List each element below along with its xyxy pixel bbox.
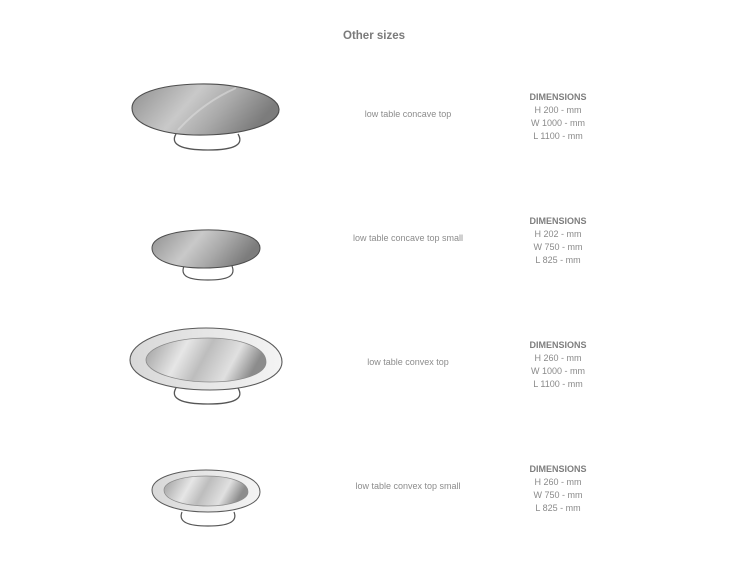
dimensions-heading: DIMENSIONS (529, 216, 587, 226)
dimensions-block (508, 463, 608, 515)
product-row (0, 192, 748, 292)
dimension-length: L 1100 - mm (533, 379, 583, 389)
page-title: Other sizes (343, 30, 405, 42)
dimensions-heading: DIMENSIONS (529, 92, 587, 102)
product-name: low table convex top (367, 357, 449, 367)
dimension-length: L 825 - mm (535, 255, 581, 265)
dimensions-block (508, 91, 608, 143)
product-name: low table convex top small (355, 481, 461, 491)
dimension-width: W 750 - mm (533, 490, 583, 500)
dimensions-heading: DIMENSIONS (529, 464, 587, 474)
dimensions-block (508, 339, 608, 391)
dimension-width: W 1000 - mm (530, 366, 585, 376)
dimension-height: H 260 - mm (534, 353, 582, 363)
low-table-convex-top-small-image (118, 440, 298, 540)
dimension-width: W 1000 - mm (530, 118, 585, 128)
product-name: low table concave top small (352, 233, 464, 243)
low-table-convex-top-image (118, 316, 298, 416)
dimension-height: H 202 - mm (534, 229, 582, 239)
dimensions-heading: DIMENSIONS (529, 340, 587, 350)
low-table-concave-top-image (118, 68, 298, 168)
dimensions-block (508, 215, 608, 267)
low-table-concave-top-small-image (118, 192, 298, 292)
product-name: low table concave top (364, 109, 452, 119)
product-row (0, 68, 748, 168)
dimension-length: L 825 - mm (535, 503, 581, 513)
dimension-length: L 1100 - mm (533, 131, 583, 141)
product-row (0, 316, 748, 416)
dimension-height: H 200 - mm (534, 105, 582, 115)
dimension-width: W 750 - mm (533, 242, 583, 252)
dimension-height: H 260 - mm (534, 477, 582, 487)
product-row (0, 440, 748, 540)
